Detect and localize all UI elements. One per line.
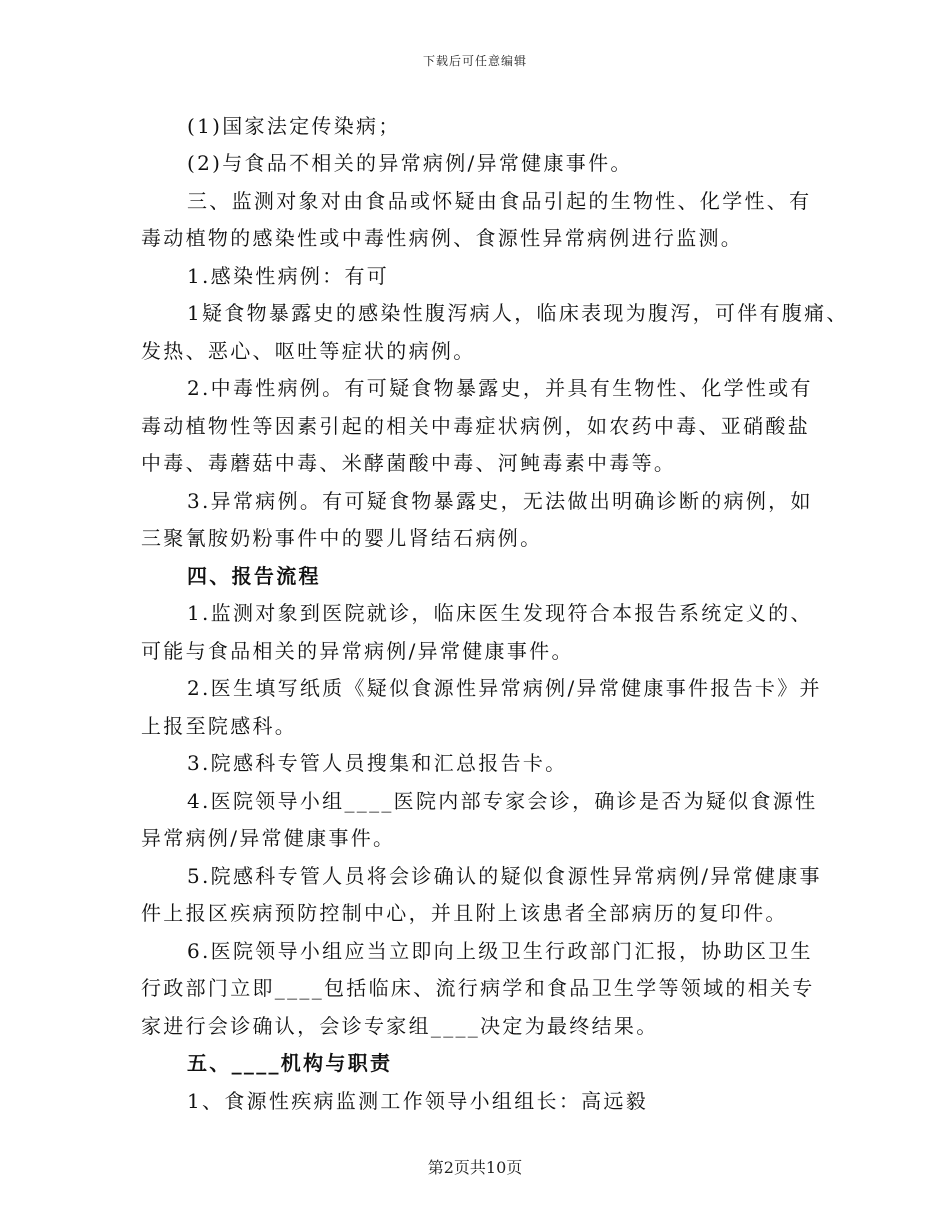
item-poisoning-cases-line: 毒动植物性等因素引起的相关中毒症状病例，如农药中毒、亚硝酸盐 <box>141 414 810 438</box>
process-step-4-line: 异常病例/异常健康事件。 <box>141 826 396 850</box>
item-infectious-cases-line: 发热、恶心、呕吐等症状的病例。 <box>141 339 476 363</box>
process-step-5: 5.院感科专管人员将会诊确认的疑似食源性异常病例/异常健康事 <box>187 864 822 888</box>
process-step-5-line: 件上报区疾病预防控制中心，并且附上该患者全部病历的复印件。 <box>141 901 788 925</box>
process-step-3: 3.院感科专管人员搜集和汇总报告卡。 <box>187 751 568 775</box>
page-header: 下载后可任意编辑 <box>422 54 527 68</box>
page-footer: 第2页共10页 <box>427 1158 523 1177</box>
section-3-paragraph-line: 毒动植物的感染性或中毒性病例、食源性异常病例进行监测。 <box>141 226 744 250</box>
process-step-6: 6.医院领导小组应当立即向上级卫生行政部门汇报，协助区卫生 <box>187 939 813 963</box>
section-heading-report-process: 四、报告流程 <box>187 564 321 588</box>
list-item-2: (2)与食品不相关的异常病例/异常健康事件。 <box>187 151 633 175</box>
item-infectious-cases-line: 1疑食物暴露史的感染性腹泻病人，临床表现为腹泻，可伴有腹痛、 <box>187 301 849 325</box>
process-step-2: 2.医生填写纸质《疑似食源性异常病例/异常健康事件报告卡》并 <box>187 676 822 700</box>
process-step-6-line: 家进行会诊确认，会诊专家组____决定为最终结果。 <box>141 1014 659 1038</box>
organization-item-1: 1、食源性疾病监测工作领导小组组长：高远毅 <box>187 1089 649 1113</box>
process-step-2-line: 上报至院感科。 <box>141 714 298 738</box>
item-abnormal-cases: 3.异常病例。有可疑食物暴露史，无法做出明确诊断的病例，如 <box>187 489 813 513</box>
item-poisoning-cases-line: 中毒、毒蘑菇中毒、米酵菌酸中毒、河鲀毒素中毒等。 <box>141 451 677 475</box>
item-abnormal-cases-line: 三聚氰胺奶粉事件中的婴儿肾结石病例。 <box>141 526 543 550</box>
process-step-6-line: 行政部门立即____包括临床、流行病学和食品卫生学等领域的相关专 <box>141 976 815 1000</box>
section-3-paragraph-line: 三、监测对象对由食品或怀疑由食品引起的生物性、化学性、有 <box>187 189 812 213</box>
list-item-1: (1)国家法定传染病； <box>187 114 401 138</box>
section-heading-organization: 五、____机构与职责 <box>187 1051 393 1075</box>
item-poisoning-cases: 2.中毒性病例。有可疑食物暴露史，并具有生物性、化学性或有 <box>187 376 813 400</box>
process-step-4: 4.医院领导小组____医院内部专家会诊，确诊是否为疑似食源性 <box>187 789 818 813</box>
item-infectious-cases: 1.感染性病例：有可 <box>187 264 390 288</box>
process-step-1-line: 可能与食品相关的异常病例/异常健康事件。 <box>141 639 574 663</box>
process-step-1: 1.监测对象到医院就诊，临床医生发现符合本报告系统定义的、 <box>187 601 813 625</box>
